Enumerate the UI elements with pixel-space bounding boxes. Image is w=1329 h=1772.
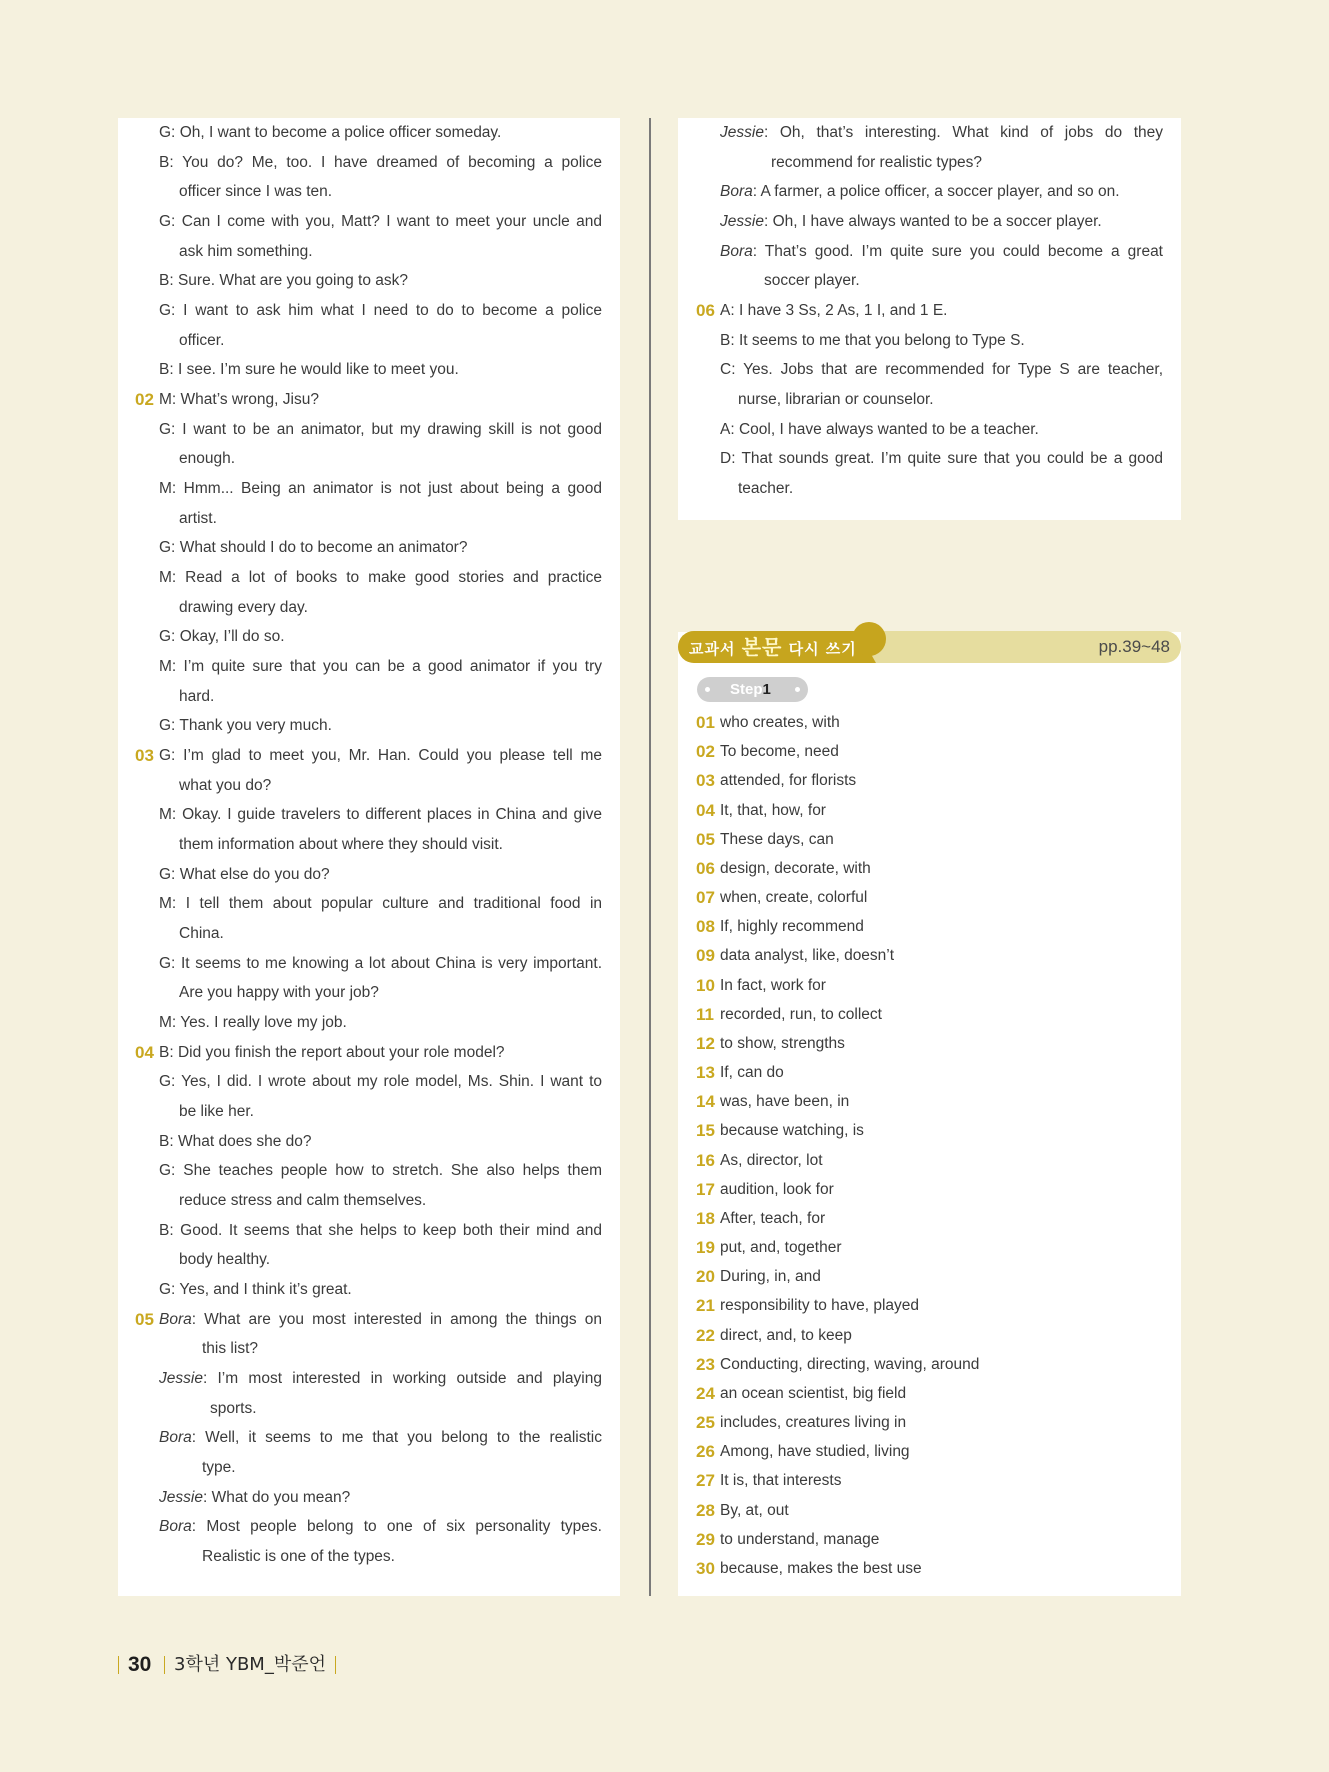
answer-number: 27 <box>696 1471 715 1491</box>
dialogue-line-continued <box>179 771 602 801</box>
dialogue-text: type. <box>202 1459 236 1477</box>
speaker-label: Jessie <box>720 124 764 141</box>
dialogue-text: Thank you very much. <box>179 717 332 735</box>
speaker-colon: : <box>191 1518 207 1536</box>
dialogue-text: It seems to me knowing a lot about China is very important. <box>181 954 602 972</box>
answer-text: By, at, out <box>720 1501 789 1519</box>
answer-text: These days, can <box>720 830 834 848</box>
dialogue-line-continued <box>179 326 602 356</box>
item-number: 06 <box>696 301 715 321</box>
dialogue-line <box>159 1483 602 1513</box>
answer-text: because watching, is <box>720 1122 864 1140</box>
speaker-colon: : <box>752 242 765 260</box>
speaker-label: G: <box>159 302 176 320</box>
dialogue-line <box>159 355 602 385</box>
dialogue-line-continued <box>179 1245 602 1275</box>
dialogue-text: I’m quite sure that you can be a good animator if you try <box>183 658 603 676</box>
answer-text: was, have been, in <box>720 1093 850 1111</box>
speaker-label: D: <box>720 450 736 468</box>
dialogue-text: artist. <box>179 509 217 527</box>
answer-number: 02 <box>696 742 715 762</box>
speaker-label: B: <box>159 361 174 379</box>
answer-number: 11 <box>696 1004 714 1024</box>
item-number: 03 <box>135 746 154 766</box>
dialogue-line <box>720 355 1163 385</box>
speaker-label: B: <box>159 153 174 171</box>
speaker-colon: : <box>202 1370 218 1388</box>
speaker-colon: : <box>763 124 780 141</box>
dialogue-line <box>720 207 1163 237</box>
speaker-colon: : <box>752 183 761 201</box>
answer-text: to show, strengths <box>720 1034 845 1052</box>
speaker-label: B: <box>720 331 735 349</box>
dialogue-line <box>159 1364 602 1394</box>
dialogue-text: recommend for realistic types? <box>771 153 983 171</box>
dialogue-text: Are you happy with your job? <box>179 984 379 1002</box>
dialogue-text: Did you finish the report about your role model? <box>177 1043 505 1061</box>
dialogue-line <box>159 711 602 741</box>
speaker-colon: : <box>191 1429 206 1447</box>
answer-number: 30 <box>696 1558 715 1578</box>
speaker-label: M: <box>159 391 177 409</box>
dialogue-text: What else do you do? <box>179 865 330 883</box>
dialogue-text: Hmm... Being an animator is not just about being a good <box>183 480 602 498</box>
answer-number: 24 <box>696 1383 715 1403</box>
answer-number: 16 <box>696 1150 715 1170</box>
answer-text: If, highly recommend <box>720 918 864 936</box>
answer-text: Among, have studied, living <box>720 1443 910 1461</box>
dialogue-text: What should I do to become an animator? <box>179 539 468 557</box>
dialogue-line <box>720 296 1163 326</box>
answer-text: direct, and, to keep <box>720 1326 852 1344</box>
answer-text: put, and, together <box>720 1239 842 1257</box>
dialogue-line-continued <box>764 266 1163 296</box>
dialogue-line-continued <box>179 682 602 712</box>
dialogue-line <box>720 326 1163 356</box>
speaker-label: Bora <box>159 1518 192 1536</box>
dialogue-text: Oh, I want to become a police officer someday. <box>179 124 502 141</box>
dialogue-line <box>159 296 602 326</box>
speaker-colon: : <box>202 1488 212 1506</box>
dialogue-line <box>159 1512 602 1542</box>
dialogue-line <box>159 800 602 830</box>
dialogue-text: Oh, I have always wanted to be a soccer player. <box>772 213 1102 230</box>
right-dialogue-panel <box>678 118 1181 520</box>
dialogue-line-continued <box>202 1453 602 1483</box>
section-title-part2: 본문 <box>741 635 783 659</box>
answer-number: 06 <box>696 858 715 878</box>
answer-text: It is, that interests <box>720 1472 842 1490</box>
speaker-label: C: <box>720 361 736 379</box>
dialogue-text: Cool, I have always wanted to be a teacher. <box>738 420 1039 438</box>
dialogue-line-continued <box>210 1394 602 1424</box>
speaker-colon: : <box>763 213 773 230</box>
dialogue-line <box>720 415 1163 445</box>
speaker-label: Bora <box>720 183 753 201</box>
dialogue-line <box>159 118 602 148</box>
dialogue-text: It seems to me that you belong to Type S. <box>738 331 1025 349</box>
dialogue-text: You do? Me, too. I have dreamed of becoming a police <box>182 153 602 171</box>
speaker-label: G: <box>159 1073 176 1091</box>
section-page-range: pp.39~48 <box>1098 637 1170 656</box>
answer-text: design, decorate, with <box>720 859 871 877</box>
dialogue-text: I’m glad to meet you, Mr. Han. Could you please tell me <box>183 747 603 765</box>
step-badge-dot-right <box>795 687 800 692</box>
speaker-label: G: <box>159 747 176 765</box>
dialogue-line-continued <box>179 919 602 949</box>
dialogue-line <box>720 118 1163 148</box>
item-number: 04 <box>135 1042 154 1062</box>
speaker-label: B: <box>159 1132 174 1150</box>
dialogue-text: nurse, librarian or counselor. <box>738 391 934 409</box>
speaker-label: Jessie <box>720 213 764 230</box>
answer-text: During, in, and <box>720 1268 821 1286</box>
speaker-label: Bora <box>159 1429 192 1447</box>
answer-number: 26 <box>696 1442 715 1462</box>
column-divider <box>649 118 651 1596</box>
answer-number: 09 <box>696 946 715 966</box>
dialogue-text: Yes, and I think it’s great. <box>179 1281 352 1299</box>
answer-number: 20 <box>696 1267 715 1287</box>
speaker-label: G: <box>159 124 176 141</box>
dialogue-line <box>159 1067 602 1097</box>
answer-number: 05 <box>696 829 715 849</box>
footer-page-number: 30 <box>128 1653 152 1676</box>
dialogue-line <box>159 266 602 296</box>
answer-number: 22 <box>696 1325 715 1345</box>
answer-text: responsibility to have, played <box>720 1297 920 1315</box>
dialogue-line-continued <box>179 1097 602 1127</box>
section-title-part3: 다시 쓰기 <box>788 640 857 658</box>
dialogue-line-continued <box>179 978 602 1008</box>
footer-divider <box>164 1656 165 1674</box>
answer-number: 04 <box>696 800 715 820</box>
answer-text: an ocean scientist, big field <box>720 1384 907 1402</box>
footer-divider <box>118 1656 119 1674</box>
dialogue-line <box>159 622 602 652</box>
dialogue-line-continued <box>202 1542 602 1572</box>
answer-text: As, director, lot <box>720 1151 823 1169</box>
answer-number: 23 <box>696 1354 715 1374</box>
answer-number: 29 <box>696 1529 715 1549</box>
item-number: 05 <box>135 1309 154 1329</box>
dialogue-text: this list? <box>202 1340 258 1358</box>
dialogue-line <box>159 563 602 593</box>
speaker-label: M: <box>159 1014 177 1032</box>
answer-number: 18 <box>696 1208 715 1228</box>
answer-number: 10 <box>696 975 715 995</box>
speaker-label: Jessie <box>159 1488 203 1506</box>
dialogue-text: hard. <box>179 687 215 705</box>
answer-number: 15 <box>696 1121 715 1141</box>
speaker-label: M: <box>159 480 177 498</box>
dialogue-line <box>159 1008 602 1038</box>
dialogue-text: I tell them about popular culture and traditional food in <box>185 895 603 913</box>
speaker-label: G: <box>159 213 176 230</box>
dialogue-line-continued <box>179 1186 602 1216</box>
dialogue-text: enough. <box>179 450 236 468</box>
dialogue-text: be like her. <box>179 1103 254 1121</box>
answer-number: 28 <box>696 1500 715 1520</box>
dialogue-text: I’m most interested in working outside and playing <box>217 1370 602 1388</box>
answer-text: attended, for florists <box>720 772 857 790</box>
answer-text: to understand, manage <box>720 1530 880 1548</box>
answer-text: In fact, work for <box>720 976 826 994</box>
dialogue-line <box>720 237 1163 267</box>
answer-key-panel <box>678 632 1181 1596</box>
speaker-label: M: <box>159 569 177 587</box>
dialogue-text: Sure. What are you going to ask? <box>177 272 409 290</box>
speaker-label: Jessie <box>159 1370 203 1388</box>
answer-text: because, makes the best use <box>720 1559 922 1577</box>
speaker-label: A: <box>720 302 735 320</box>
footer-divider <box>335 1656 336 1674</box>
speaker-label: A: <box>720 420 735 438</box>
speaker-label: B: <box>159 1221 174 1239</box>
dialogue-line <box>159 415 602 445</box>
speaker-label: G: <box>159 539 176 557</box>
dialogue-line <box>720 444 1163 474</box>
dialogue-text: Good. It seems that she helps to keep both their mind and <box>180 1221 603 1239</box>
answer-text: who creates, with <box>720 714 840 731</box>
dialogue-line <box>159 1216 602 1246</box>
answer-number: 21 <box>696 1296 715 1316</box>
dialogue-text: I want to ask him what I need to do to become a police <box>183 302 602 320</box>
section-title <box>689 631 857 663</box>
dialogue-line-continued <box>179 177 602 207</box>
dialogue-line <box>159 533 602 563</box>
dialogue-line-continued <box>738 385 1163 415</box>
left-dialogue-panel <box>118 118 620 1596</box>
dialogue-text: ask him something. <box>179 242 313 260</box>
footer-book-title: 3학년 YBM_박준언 <box>174 1654 326 1675</box>
dialogue-text: That sounds great. I’m quite sure that you could be a good <box>741 450 1164 468</box>
dialogue-text: I have 3 Ss, 2 As, 1 I, and 1 E. <box>738 302 948 320</box>
dialogue-text: Okay. I guide travelers to different places in China and give <box>182 806 602 824</box>
dialogue-text: drawing every day. <box>179 598 308 616</box>
dialogue-line <box>159 1156 602 1186</box>
dialogue-text: sports. <box>210 1399 257 1417</box>
dialogue-line <box>159 207 602 237</box>
dialogue-line <box>720 177 1163 207</box>
dialogue-text: soccer player. <box>764 272 860 290</box>
speaker-label: G: <box>159 954 176 972</box>
answer-text: includes, creatures living in <box>720 1414 907 1432</box>
dialogue-text: Yes. Jobs that are recommended for Type S are teacher, <box>743 361 1163 379</box>
dialogue-text: Read a lot of books to make good stories and practice <box>185 569 603 587</box>
dialogue-text: Oh, that’s interesting. What kind of jobs do they <box>779 124 1163 141</box>
dialogue-line <box>159 148 602 178</box>
speaker-label: G: <box>159 1162 176 1180</box>
dialogue-line <box>159 385 602 415</box>
dialogue-text: body healthy. <box>179 1251 271 1269</box>
dialogue-line <box>159 889 602 919</box>
answer-text: After, teach, for <box>720 1209 826 1227</box>
answer-number: 19 <box>696 1238 715 1258</box>
dialogue-text: A farmer, a police officer, a soccer player, and so on. <box>760 183 1120 201</box>
answer-number: 01 <box>696 713 715 732</box>
speaker-label: Bora <box>720 242 753 260</box>
dialogue-line-continued <box>179 830 602 860</box>
dialogue-line <box>159 949 602 979</box>
dialogue-line <box>159 1423 602 1453</box>
speaker-label: G: <box>159 1281 176 1299</box>
answer-text: when, create, colorful <box>720 889 868 907</box>
dialogue-line-continued <box>179 593 602 623</box>
dialogue-line <box>159 1305 602 1335</box>
speaker-label: B: <box>159 1043 174 1061</box>
dialogue-text: That’s good. I’m quite sure you could become a great <box>764 242 1163 260</box>
dialogue-text: teacher. <box>738 480 794 498</box>
dialogue-line <box>159 1038 602 1068</box>
dialogue-line-continued <box>179 504 602 534</box>
answer-number: 13 <box>696 1063 715 1083</box>
section-header-circle-decoration <box>852 622 886 656</box>
dialogue-line <box>159 1275 602 1305</box>
answer-text: Conducting, directing, waving, around <box>720 1355 980 1373</box>
dialogue-text: I see. I’m sure he would like to meet you. <box>177 361 459 379</box>
answer-number: 08 <box>696 917 715 937</box>
speaker-label: M: <box>159 658 177 676</box>
dialogue-text: What are you most interested in among the things on <box>204 1310 602 1328</box>
speaker-label: G: <box>159 717 176 735</box>
dialogue-text: Realistic is one of the types. <box>202 1548 395 1566</box>
step-number: 1 <box>762 681 771 698</box>
dialogue-text: What do you mean? <box>211 1488 351 1506</box>
dialogue-line-continued <box>179 237 602 267</box>
step-label-text: Step <box>730 681 763 698</box>
dialogue-line-continued <box>202 1334 602 1364</box>
answer-text: audition, look for <box>720 1180 834 1198</box>
speaker-label: B: <box>159 272 174 290</box>
speaker-label: G: <box>159 865 176 883</box>
item-number: 02 <box>135 390 154 410</box>
answer-text: data analyst, like, doesn’t <box>720 947 895 965</box>
dialogue-text: She teaches people how to stretch. She also helps them <box>183 1162 602 1180</box>
dialogue-text: officer. <box>179 331 225 349</box>
answer-number: 03 <box>696 771 715 791</box>
dialogue-text: them information about where they should visit. <box>179 836 503 854</box>
dialogue-text: Yes. I really love my job. <box>180 1014 347 1032</box>
speaker-label: M: <box>159 806 177 824</box>
speaker-label: G: <box>159 420 176 438</box>
answer-text: It, that, how, for <box>720 801 826 819</box>
dialogue-text: Yes, I did. I wrote about my role model, Ms. Shin. I want to <box>181 1073 602 1091</box>
answer-text: To become, need <box>720 743 839 761</box>
dialogue-text: officer since I was ten. <box>179 183 333 201</box>
dialogue-text: Can I come with you, Matt? I want to meet your uncle and <box>181 213 602 230</box>
step-badge-dot-left <box>705 687 710 692</box>
answer-number: 25 <box>696 1413 715 1433</box>
dialogue-text: reduce stress and calm themselves. <box>179 1192 427 1210</box>
dialogue-line <box>159 1127 602 1157</box>
speaker-colon: : <box>191 1310 205 1328</box>
speaker-label: G: <box>159 628 176 646</box>
dialogue-text: Well, it seems to me that you belong to the realistic <box>205 1429 602 1447</box>
answer-number: 17 <box>696 1179 715 1199</box>
dialogue-text: China. <box>179 925 224 943</box>
step-label <box>730 677 771 702</box>
dialogue-text: What’s wrong, Jisu? <box>180 391 319 409</box>
speaker-label: Bora <box>159 1310 192 1328</box>
answer-number: 12 <box>696 1033 715 1053</box>
dialogue-text: I want to be an animator, but my drawing skill is not good <box>182 420 602 438</box>
dialogue-text: what you do? <box>179 776 272 794</box>
dialogue-line <box>159 741 602 771</box>
dialogue-line <box>159 860 602 890</box>
dialogue-line <box>159 652 602 682</box>
answer-number: 14 <box>696 1092 715 1112</box>
section-title-part1: 교과서 <box>689 640 736 658</box>
answer-text: If, can do <box>720 1064 784 1082</box>
dialogue-line-continued <box>771 148 1163 178</box>
answer-text: recorded, run, to collect <box>720 1005 882 1023</box>
dialogue-text: What does she do? <box>177 1132 312 1150</box>
answer-number: 07 <box>696 888 715 908</box>
dialogue-text: Most people belong to one of six personality types. <box>206 1518 602 1536</box>
speaker-label: M: <box>159 895 177 913</box>
dialogue-line <box>159 474 602 504</box>
dialogue-line-continued <box>738 474 1163 504</box>
dialogue-line-continued <box>179 444 602 474</box>
dialogue-text: Okay, I’ll do so. <box>179 628 285 646</box>
